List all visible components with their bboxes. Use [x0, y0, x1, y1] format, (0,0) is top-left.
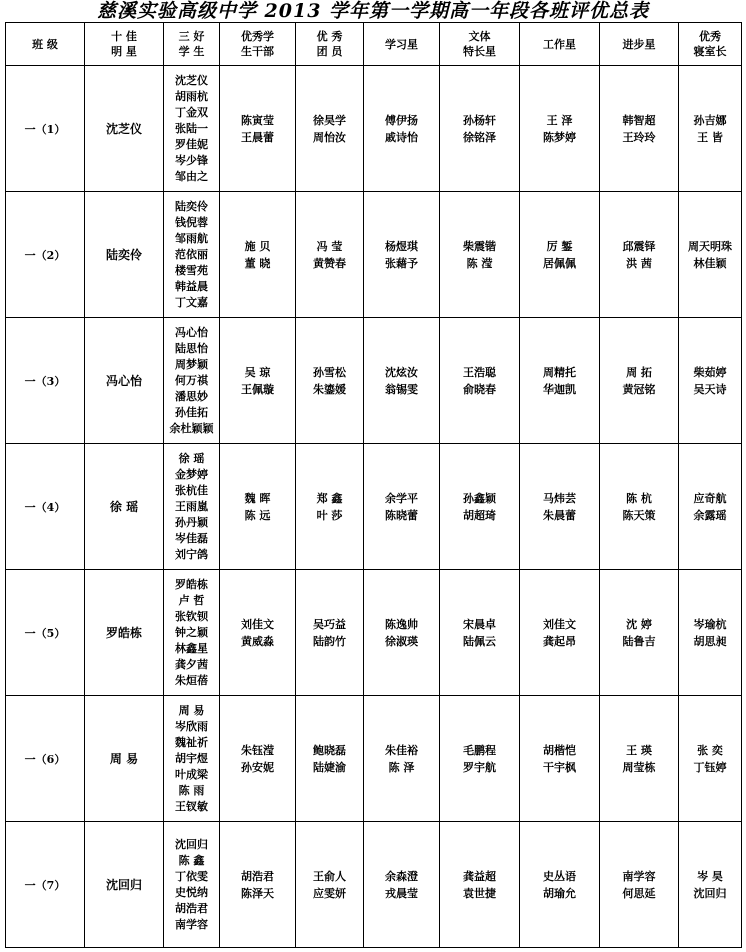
cell-dorm-leader	[679, 696, 742, 822]
student-name: 陈梦婷	[543, 130, 576, 144]
student-name: 林鑫星	[175, 641, 208, 655]
student-name: 余学平	[385, 491, 418, 505]
student-name: 余杜颖颖	[169, 421, 214, 435]
header-sports-arts-star: 文体 特长星	[440, 23, 520, 66]
student-name: 朱烜蓓	[175, 673, 208, 687]
table-row	[6, 822, 742, 948]
student-name: 胡超琦	[463, 508, 496, 522]
student-name: 龚益超	[463, 869, 496, 883]
student-name: 岑瑜杭	[693, 617, 727, 631]
student-name: 陈 雨	[178, 783, 205, 797]
cell-study-star	[364, 66, 440, 192]
student-name: 沈芝仪	[175, 73, 208, 87]
student-name: 陆奕伶	[175, 199, 208, 213]
cell-sports-arts-star	[440, 318, 520, 444]
student-name: 傅伊扬	[385, 113, 418, 127]
student-name: 鲍晓磊	[313, 743, 346, 757]
cell-sports-arts-star	[440, 192, 520, 318]
cell-progress-star	[600, 822, 679, 948]
cell-study-star	[364, 822, 440, 948]
cell-sports-arts-star	[440, 696, 520, 822]
cell-top-ten-star: 陆奕伶	[85, 192, 164, 318]
student-name: 袁世捷	[463, 886, 496, 900]
student-name: 叶成梁	[175, 767, 208, 781]
cell-dorm-leader	[679, 444, 742, 570]
student-name: 潘思妙	[175, 389, 208, 403]
student-name: 魏 晖	[244, 491, 271, 505]
student-name: 华迦凯	[543, 382, 576, 396]
award-table	[5, 22, 742, 948]
student-name: 余露瑶	[693, 508, 727, 522]
table-body	[6, 66, 742, 948]
student-name: 张藉予	[385, 256, 418, 270]
header-outstanding-league-member: 优 秀 团 员	[296, 23, 364, 66]
student-name: 陈寅莹	[241, 113, 274, 127]
cell-outstanding-cadre	[220, 696, 296, 822]
cell-top-ten-star: 冯心怡	[85, 318, 164, 444]
cell-three-good-students	[164, 66, 220, 192]
cell-dorm-leader	[679, 570, 742, 696]
student-name: 何万祺	[175, 373, 208, 387]
cell-sports-arts-star	[440, 444, 520, 570]
student-name: 陆婕渝	[313, 760, 346, 774]
student-name: 孙佳拓	[175, 405, 208, 419]
header-top-ten-star: 十 佳 明 星	[85, 23, 164, 66]
student-name: 胡思昶	[693, 634, 727, 648]
student-name: 韩益晨	[175, 279, 208, 293]
student-name: 金梦婷	[175, 467, 208, 481]
student-name: 王俞人	[313, 869, 346, 883]
cell-class: 一（2）	[6, 192, 85, 318]
cell-outstanding-league-member	[296, 318, 364, 444]
student-name: 胡浩君	[241, 869, 274, 883]
cell-outstanding-cadre	[220, 66, 296, 192]
student-name: 胡宇煜	[175, 751, 208, 765]
cell-sports-arts-star	[440, 66, 520, 192]
student-name: 朱佳裕	[385, 743, 418, 757]
student-name: 徐淑瑛	[385, 634, 418, 648]
student-name: 王玲玲	[622, 130, 656, 144]
student-name: 林佳颖	[693, 256, 727, 270]
student-name: 何思延	[622, 886, 656, 900]
cell-three-good-students	[164, 192, 220, 318]
table-row	[6, 318, 742, 444]
student-name: 居佩佩	[543, 256, 576, 270]
cell-top-ten-star: 罗皓栋	[85, 570, 164, 696]
cell-three-good-students	[164, 318, 220, 444]
cell-class: 一（1）	[6, 66, 85, 192]
student-name: 王 皆	[697, 130, 723, 144]
student-name: 邹由之	[175, 169, 208, 183]
student-name: 王晨蕾	[241, 130, 274, 144]
cell-study-star	[364, 318, 440, 444]
cell-class: 一（4）	[6, 444, 85, 570]
student-name: 叶 莎	[316, 508, 343, 522]
student-name: 朱钰滢	[241, 743, 274, 757]
table-row	[6, 66, 742, 192]
student-name: 钱倪蓉	[175, 215, 208, 229]
student-name: 黄威淼	[241, 634, 274, 648]
student-name: 陆韵竹	[313, 634, 346, 648]
student-name: 魏祉祈	[175, 735, 208, 749]
cell-work-star	[520, 192, 600, 318]
student-name: 干宇枫	[543, 760, 576, 774]
cell-work-star	[520, 696, 600, 822]
student-name: 应雯妍	[313, 886, 346, 900]
student-name: 孙安妮	[241, 760, 274, 774]
cell-top-ten-star: 周 易	[85, 696, 164, 822]
table-row	[6, 192, 742, 318]
cell-class: 一（3）	[6, 318, 85, 444]
student-name: 罗佳妮	[175, 137, 208, 151]
student-name: 周精托	[543, 365, 576, 379]
header-class: 班 级	[6, 23, 85, 66]
student-name: 陈 杭	[626, 491, 652, 505]
student-name: 冯心怡	[175, 325, 208, 339]
student-name: 王 瑛	[626, 743, 652, 757]
student-name: 龚夕茜	[175, 657, 208, 671]
cell-study-star	[364, 444, 440, 570]
cell-dorm-leader	[679, 192, 742, 318]
student-name: 陈 泽	[388, 760, 415, 774]
student-name: 吴 琼	[244, 365, 271, 379]
student-name: 周莹栋	[622, 760, 656, 774]
student-name: 陈逸帅	[385, 617, 418, 631]
student-name: 岑 昊	[697, 869, 723, 883]
student-name: 孙丹颖	[175, 515, 208, 529]
student-name: 罗皓栋	[175, 577, 208, 591]
student-name: 南学容	[622, 869, 656, 883]
student-name: 厉 錾	[546, 239, 573, 253]
student-name: 刘宁鸽	[175, 547, 208, 561]
student-name: 卢 哲	[178, 593, 205, 607]
cell-three-good-students	[164, 570, 220, 696]
cell-class: 一（5）	[6, 570, 85, 696]
student-name: 陈 鑫	[178, 853, 205, 867]
cell-dorm-leader	[679, 318, 742, 444]
student-name: 胡楷恺	[543, 743, 576, 757]
student-name: 董 晓	[244, 256, 271, 270]
cell-study-star	[364, 696, 440, 822]
student-name: 黄冠铭	[622, 382, 656, 396]
student-name: 张钦钡	[175, 609, 208, 623]
cell-dorm-leader	[679, 66, 742, 192]
student-name: 柴茹婷	[693, 365, 727, 379]
cell-work-star	[520, 444, 600, 570]
student-name: 岑佳磊	[175, 531, 208, 545]
cell-outstanding-league-member	[296, 444, 364, 570]
student-name: 胡雨杭	[175, 89, 208, 103]
student-name: 沈回归	[175, 837, 208, 851]
student-name: 丁钰婷	[693, 760, 727, 774]
student-name: 俞晓春	[463, 382, 496, 396]
student-name: 周梦颖	[175, 357, 208, 371]
table-row	[6, 570, 742, 696]
student-name: 龚起昂	[543, 634, 576, 648]
student-name: 陈 远	[244, 508, 271, 522]
student-name: 岑少锋	[175, 153, 208, 167]
page-title: 慈溪实验高级中学 2013 学年第一学期高一年段各班评优总表	[96, 0, 650, 22]
student-name: 陆思怡	[175, 341, 208, 355]
student-name: 应奇航	[693, 491, 727, 505]
student-name: 陈 滢	[466, 256, 493, 270]
cell-progress-star	[600, 696, 679, 822]
student-name: 丁依雯	[175, 869, 208, 883]
student-name: 徐 瑶	[178, 451, 205, 465]
student-name: 王 泽	[546, 113, 573, 127]
student-name: 陆鲁吉	[622, 634, 656, 648]
cell-outstanding-cadre	[220, 444, 296, 570]
cell-progress-star	[600, 570, 679, 696]
student-name: 史丛语	[543, 869, 576, 883]
student-name: 冯 莹	[316, 239, 343, 253]
student-name: 毛鹏程	[463, 743, 496, 757]
cell-top-ten-star: 沈芝仪	[85, 66, 164, 192]
student-name: 沈 婷	[626, 617, 652, 631]
cell-progress-star	[600, 444, 679, 570]
cell-class: 一（6）	[6, 696, 85, 822]
student-name: 马炜芸	[543, 491, 576, 505]
cell-sports-arts-star	[440, 570, 520, 696]
student-name: 王钗敏	[175, 799, 208, 813]
student-name: 王佩璇	[241, 382, 274, 396]
student-name: 陈天策	[622, 508, 656, 522]
student-name: 王浩聪	[463, 365, 496, 379]
student-name: 韩智超	[622, 113, 656, 127]
header-row	[6, 23, 742, 66]
cell-outstanding-league-member	[296, 192, 364, 318]
student-name: 张杭佳	[175, 483, 208, 497]
cell-outstanding-cadre	[220, 318, 296, 444]
student-name: 周 易	[178, 703, 205, 717]
student-name: 南学容	[175, 917, 208, 931]
student-name: 洪 茜	[626, 256, 652, 270]
student-name: 孙雪松	[313, 365, 346, 379]
student-name: 岑欣雨	[175, 719, 208, 733]
cell-outstanding-cadre	[220, 822, 296, 948]
student-name: 柴震锴	[463, 239, 496, 253]
student-name: 钟之颖	[175, 625, 208, 639]
student-name: 陈晓蕾	[385, 508, 418, 522]
cell-three-good-students	[164, 696, 220, 822]
student-name: 史悦纳	[175, 885, 208, 899]
cell-outstanding-league-member	[296, 822, 364, 948]
cell-study-star	[364, 192, 440, 318]
student-name: 孙鑫颖	[463, 491, 496, 505]
student-name: 范依丽	[175, 247, 208, 261]
student-name: 沈回归	[693, 886, 727, 900]
student-name: 黄赞春	[313, 256, 346, 270]
student-name: 胡瑜允	[543, 886, 576, 900]
student-name: 杨煜琪	[385, 239, 418, 253]
cell-three-good-students	[164, 444, 220, 570]
student-name: 陆佩云	[463, 634, 496, 648]
cell-outstanding-league-member	[296, 570, 364, 696]
header-work-star: 工作星	[520, 23, 600, 66]
student-name: 戚诗怡	[385, 130, 418, 144]
student-name: 徐铭泽	[463, 130, 496, 144]
cell-sports-arts-star	[440, 822, 520, 948]
student-name: 吴巧益	[313, 617, 346, 631]
student-name: 孙吉娜	[693, 113, 727, 127]
student-name: 施 贝	[244, 239, 271, 253]
cell-work-star	[520, 66, 600, 192]
student-name: 余森澄	[385, 869, 418, 883]
header-dorm-leader: 优秀 寝室长	[679, 23, 742, 66]
table-row	[6, 696, 742, 822]
student-name: 张 奕	[697, 743, 723, 757]
student-name: 戎晨莹	[385, 886, 418, 900]
student-name: 罗宇航	[463, 760, 496, 774]
student-name: 邱震铎	[622, 239, 656, 253]
cell-outstanding-league-member	[296, 696, 364, 822]
student-name: 宋晨卓	[463, 617, 496, 631]
student-name: 朱鎏媛	[313, 382, 346, 396]
cell-outstanding-cadre	[220, 570, 296, 696]
student-name: 徐昊学	[313, 113, 346, 127]
header-progress-star: 进步星	[600, 23, 679, 66]
student-name: 丁金双	[175, 105, 208, 119]
header-study-star: 学习星	[364, 23, 440, 66]
cell-study-star	[364, 570, 440, 696]
cell-outstanding-league-member	[296, 66, 364, 192]
student-name: 胡浩君	[175, 901, 208, 915]
cell-progress-star	[600, 318, 679, 444]
cell-three-good-students	[164, 822, 220, 948]
student-name: 周怡汝	[313, 130, 346, 144]
cell-top-ten-star: 徐 瑶	[85, 444, 164, 570]
student-name: 刘佳文	[543, 617, 576, 631]
header-outstanding-cadre: 优秀学 生干部	[220, 23, 296, 66]
header-three-good-student: 三 好 学 生	[164, 23, 220, 66]
student-name: 翁锡雯	[385, 382, 418, 396]
student-name: 刘佳文	[241, 617, 274, 631]
student-name: 陈泽天	[241, 886, 274, 900]
student-name: 周天明珠	[688, 239, 732, 253]
student-name: 邹雨航	[175, 231, 208, 245]
student-name: 王雨嵐	[175, 499, 208, 513]
student-name: 周 拓	[626, 365, 652, 379]
cell-top-ten-star: 沈回归	[85, 822, 164, 948]
cell-outstanding-cadre	[220, 192, 296, 318]
student-name: 张陆一	[175, 121, 208, 135]
cell-work-star	[520, 318, 600, 444]
student-name: 沈炫汝	[385, 365, 418, 379]
table-row	[6, 444, 742, 570]
student-name: 吴天诗	[693, 382, 727, 396]
student-name: 楼雪苑	[175, 263, 208, 277]
cell-class: 一（7）	[6, 822, 85, 948]
student-name: 郑 鑫	[316, 491, 343, 505]
student-name: 丁文嘉	[175, 295, 208, 309]
student-name: 孙杨轩	[463, 113, 496, 127]
cell-work-star	[520, 822, 600, 948]
cell-progress-star	[600, 66, 679, 192]
student-name: 朱晨蕾	[543, 508, 576, 522]
cell-dorm-leader	[679, 822, 742, 948]
cell-progress-star	[600, 192, 679, 318]
cell-work-star	[520, 570, 600, 696]
